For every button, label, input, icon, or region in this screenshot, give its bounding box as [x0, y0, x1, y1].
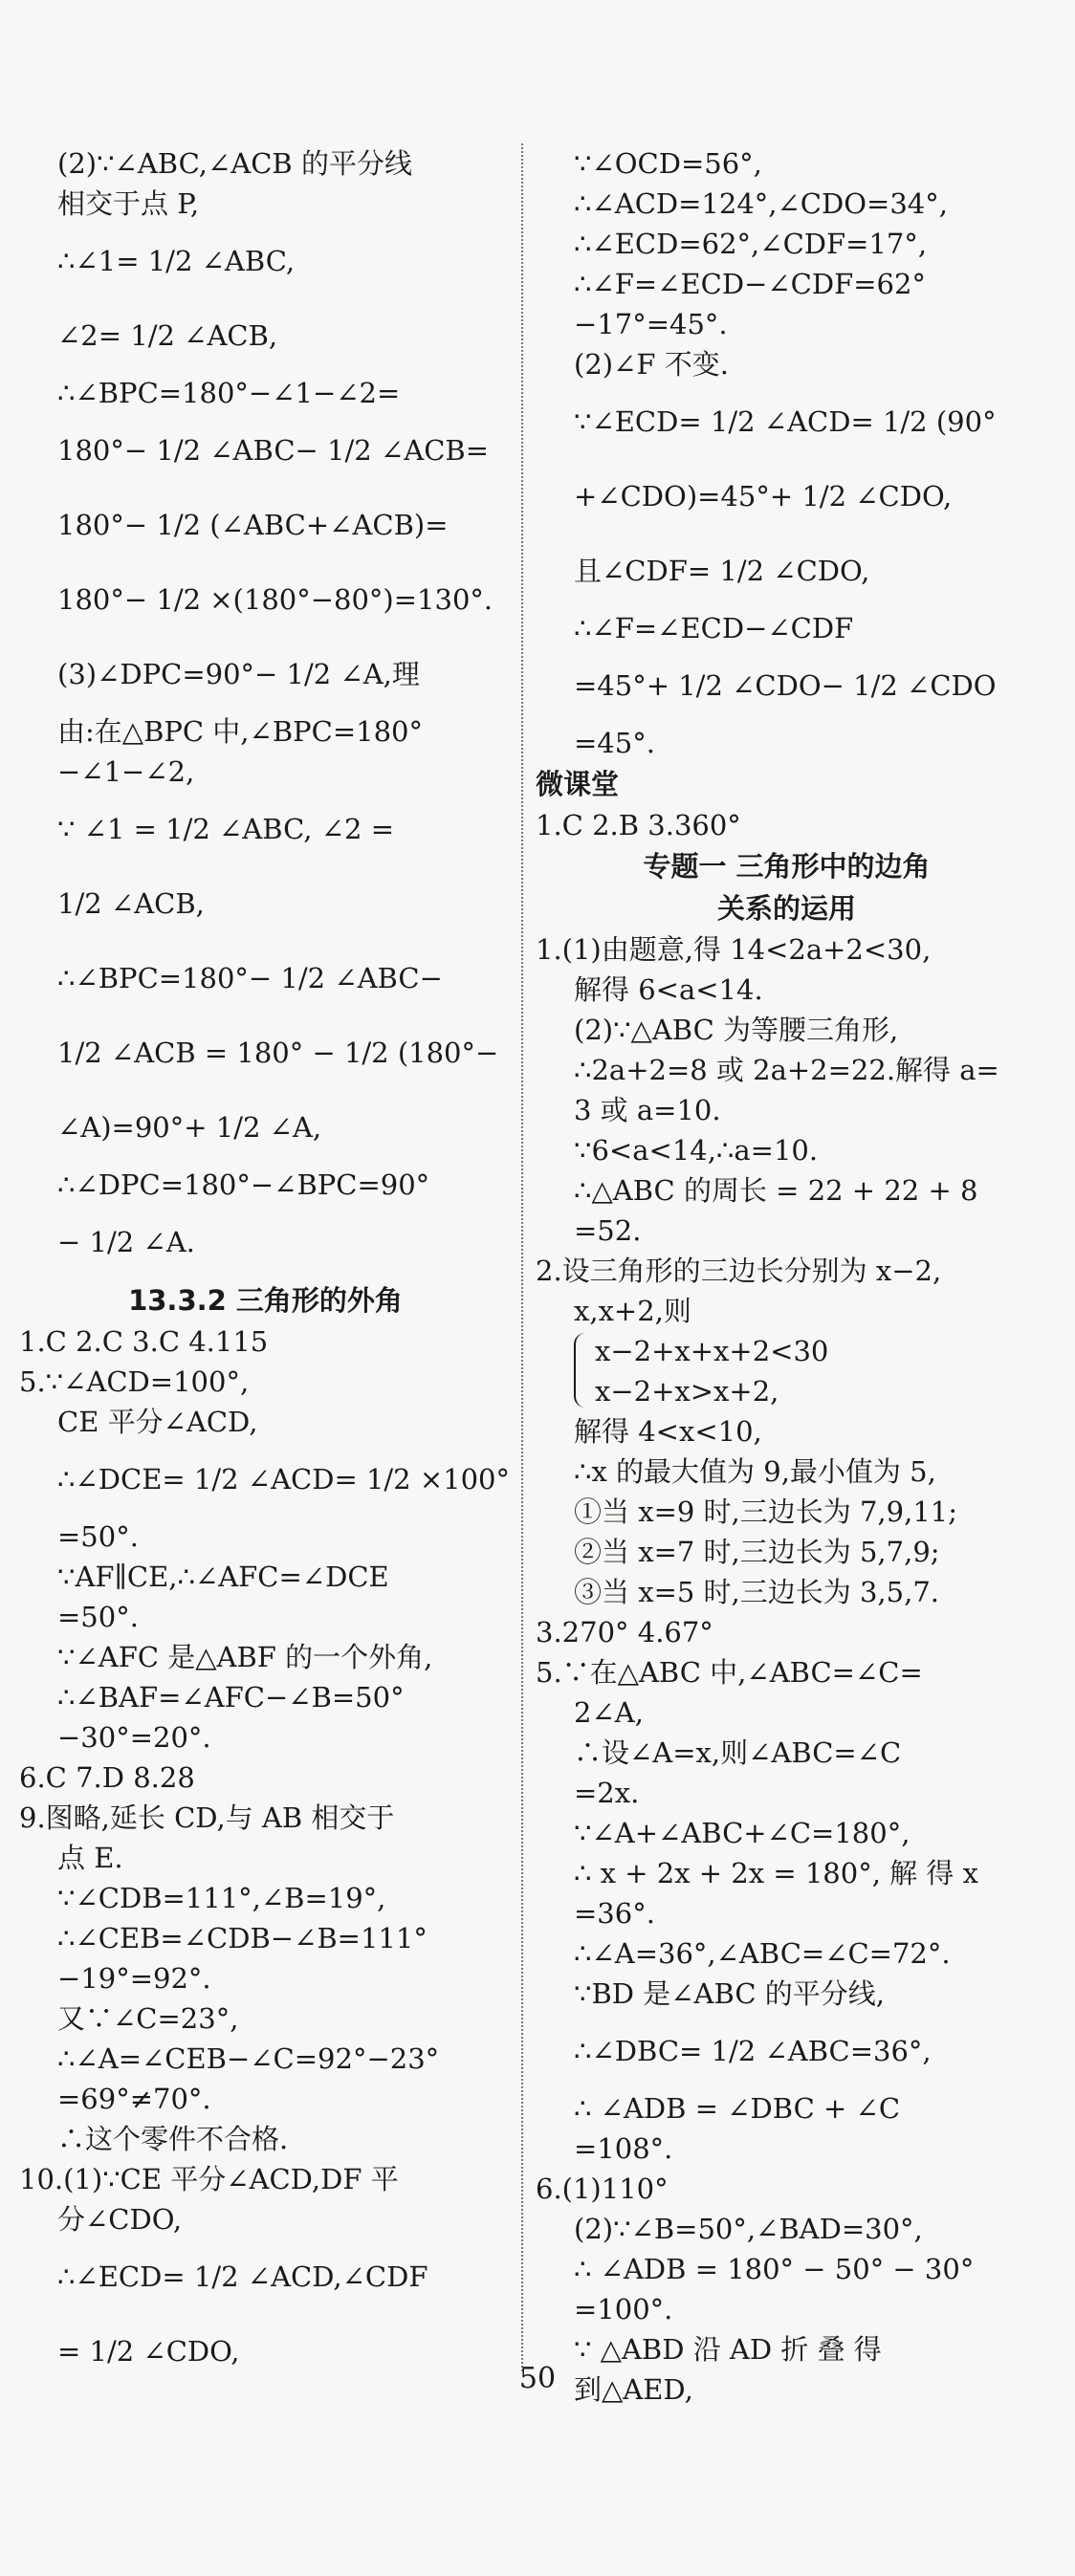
text-line: 1/2 ∠ACB, [57, 887, 205, 920]
text-line: 5.∵∠ACD=100°, [19, 1365, 250, 1398]
text-line: ∵ ∠1 = 1/2 ∠ABC, ∠2 = [57, 813, 394, 845]
text-line: 点 E. [57, 1842, 123, 1874]
text-line: 1.C 2.C 3.C 4.115 [19, 1325, 269, 1358]
column-divider [521, 143, 523, 2371]
text-line: =45°. [574, 727, 655, 759]
text-line: ∴∠CEB=∠CDB−∠B=111° [57, 1922, 428, 1954]
text-line: 5.∵在△ABC 中,∠ABC=∠C= [536, 1656, 923, 1689]
text-line: ∴∠A=∠CEB−∠C=92°−23° [57, 2042, 440, 2075]
text-line: ③当 x=5 时,三边长为 3,5,7. [574, 1576, 939, 1608]
text-line: x−2+x+x+2<30 [595, 1335, 829, 1367]
text-line: 9.图略,延长 CD,与 AB 相交于 [19, 1801, 395, 1834]
text-line: ∠2= 1/2 ∠ACB, [57, 319, 278, 352]
text-line: 180°− 1/2 (∠ABC+∠ACB)= [57, 509, 449, 541]
text-line: ∴∠BPC=180°−∠1−∠2= [57, 377, 401, 409]
section-heading: 13.3.2 三角形的外角 [128, 1284, 403, 1317]
text-line: x−2+x>x+2, [595, 1375, 779, 1408]
section-heading: 关系的运用 [716, 892, 856, 925]
text-line: =50°. [57, 1520, 139, 1553]
text-line: 1.(1)由题意,得 14<2a+2<30, [536, 933, 932, 966]
text-line: ∴设∠A=x,则∠ABC=∠C [574, 1736, 902, 1769]
text-line: ②当 x=7 时,三边长为 5,7,9; [574, 1536, 940, 1568]
text-line: 解得 4<x<10, [574, 1415, 762, 1448]
text-line: −∠1−∠2, [57, 755, 195, 788]
text-line: ∵∠ECD= 1/2 ∠ACD= 1/2 (90° [574, 405, 997, 438]
text-line: 2.设三角形的三边长分别为 x−2, [536, 1255, 942, 1287]
text-line: 6.C 7.D 8.28 [19, 1761, 195, 1794]
right-column [536, 143, 1038, 2410]
text-line: 且∠CDF= 1/2 ∠CDO, [574, 555, 870, 587]
text-line: 又∵∠C=23°, [57, 2002, 239, 2035]
text-line: ∴这个零件不合格. [57, 2123, 289, 2155]
text-line: ∴∠ACD=124°,∠CDO=34°, [574, 187, 948, 220]
text-line: 6.(1)110° [536, 2172, 669, 2205]
text-line: ∴ ∠ADB = ∠DBC + ∠C [574, 2092, 901, 2125]
text-line: ∴∠ECD=62°,∠CDF=17°, [574, 228, 928, 260]
text-line: =69°≠70°. [57, 2083, 211, 2115]
text-line: 分∠CDO, [57, 2203, 183, 2236]
text-line: ∵∠OCD=56°, [574, 147, 762, 180]
text-line: =100°. [574, 2293, 673, 2325]
text-line: 180°− 1/2 ×(180°−80°)=130°. [57, 583, 494, 616]
text-line: 由:在△BPC 中,∠BPC=180° [57, 715, 423, 748]
text-line: ∴x 的最大值为 9,最小值为 5, [574, 1455, 936, 1488]
brace-icon [574, 1333, 591, 1408]
text-line: x,x+2,则 [574, 1295, 691, 1327]
text-line: ∴∠BPC=180°− 1/2 ∠ABC− [57, 962, 443, 994]
text-line: −17°=45°. [574, 308, 728, 340]
inequality-system [536, 1331, 1038, 1411]
text-line: ∵ △ABD 沿 AD 折 叠 得 [574, 2333, 882, 2366]
text-line: 1/2 ∠ACB = 180° − 1/2 (180°− [57, 1037, 499, 1069]
text-line: (2)∠F 不变. [574, 348, 729, 381]
text-line: ∴∠DPC=180°−∠BPC=90° [57, 1168, 430, 1201]
text-line: 相交于点 P, [57, 187, 200, 220]
text-line: (2)∵△ABC 为等腰三角形, [574, 1014, 899, 1046]
text-line: ∴∠ECD= 1/2 ∠ACD,∠CDF [57, 2260, 428, 2293]
text-line: ∴2a+2=8 或 2a+2=22.解得 a= [574, 1054, 999, 1086]
text-line: 2∠A, [574, 1696, 644, 1729]
text-line: −30°=20°. [57, 1721, 211, 1754]
text-line: ∴∠DCE= 1/2 ∠ACD= 1/2 ×100° [57, 1463, 511, 1495]
text-line: CE 平分∠ACD, [57, 1406, 258, 1438]
text-line: =36°. [574, 1897, 655, 1930]
text-line: ∠A)=90°+ 1/2 ∠A, [57, 1111, 322, 1144]
text-line: ∴∠F=∠ECD−∠CDF=62° [574, 268, 926, 300]
text-line: ∴∠BAF=∠AFC−∠B=50° [57, 1681, 405, 1714]
text-line: +∠CDO)=45°+ 1/2 ∠CDO, [574, 480, 953, 513]
text-line: = 1/2 ∠CDO, [57, 2335, 240, 2368]
text-line: ∴ ∠ADB = 180° − 50° − 30° [574, 2253, 975, 2285]
text-line: (2)∵∠ABC,∠ACB 的平分线 [57, 147, 412, 180]
text-line: 解得 6<a<14. [574, 973, 763, 1006]
text-line: ∴∠DBC= 1/2 ∠ABC=36°, [574, 2035, 932, 2067]
text-line: 180°− 1/2 ∠ABC− 1/2 ∠ACB= [57, 434, 489, 467]
text-line: −19°=92°. [57, 1962, 211, 1995]
text-line: ∵AF∥CE,∴∠AFC=∠DCE [57, 1561, 389, 1593]
text-line: ∴∠A=36°,∠ABC=∠C=72°. [574, 1937, 951, 1970]
text-line: (3)∠DPC=90°− 1/2 ∠A,理 [57, 658, 420, 690]
text-line: =2x. [574, 1777, 640, 1809]
text-line: =50°. [57, 1601, 139, 1633]
text-line: 3 或 a=10. [574, 1094, 721, 1126]
left-column [19, 143, 512, 2389]
text-line: ∵∠A+∠ABC+∠C=180°, [574, 1817, 910, 1849]
text-line: ∴∠F=∠ECD−∠CDF [574, 612, 854, 644]
section-heading: 微课堂 [536, 768, 620, 800]
text-line: 10.(1)∵CE 平分∠ACD,DF 平 [19, 2163, 399, 2195]
text-line: =45°+ 1/2 ∠CDO− 1/2 ∠CDO [574, 669, 997, 702]
text-line: ∵∠CDB=111°,∠B=19°, [57, 1882, 386, 1914]
text-line: − 1/2 ∠A. [57, 1226, 195, 1258]
page-number: 50 [518, 2362, 557, 2395]
section-heading: 专题一 三角形中的边角 [643, 850, 931, 883]
text-line: ∵6<a<14,∴a=10. [574, 1134, 819, 1167]
text-line: ①当 x=9 时,三边长为 7,9,11; [574, 1495, 957, 1528]
text-line: (2)∵∠B=50°,∠BAD=30°, [574, 2213, 923, 2245]
text-line: ∴∠1= 1/2 ∠ABC, [57, 245, 296, 277]
text-line: ∴△ABC 的周长 = 22 + 22 + 8 [574, 1174, 978, 1207]
text-line: 3.270° 4.67° [536, 1616, 713, 1648]
text-line: 到△AED, [574, 2373, 693, 2406]
text-line: ∵∠AFC 是△ABF 的一个外角, [57, 1641, 433, 1673]
text-line: 1.C 2.B 3.360° [536, 809, 741, 841]
text-line: =108°. [574, 2132, 673, 2165]
text-line: ∵BD 是∠ABC 的平分线, [574, 1977, 885, 2010]
text-line: ∴ x + 2x + 2x = 180°, 解 得 x [574, 1857, 978, 1889]
text-line: =52. [574, 1214, 642, 1247]
